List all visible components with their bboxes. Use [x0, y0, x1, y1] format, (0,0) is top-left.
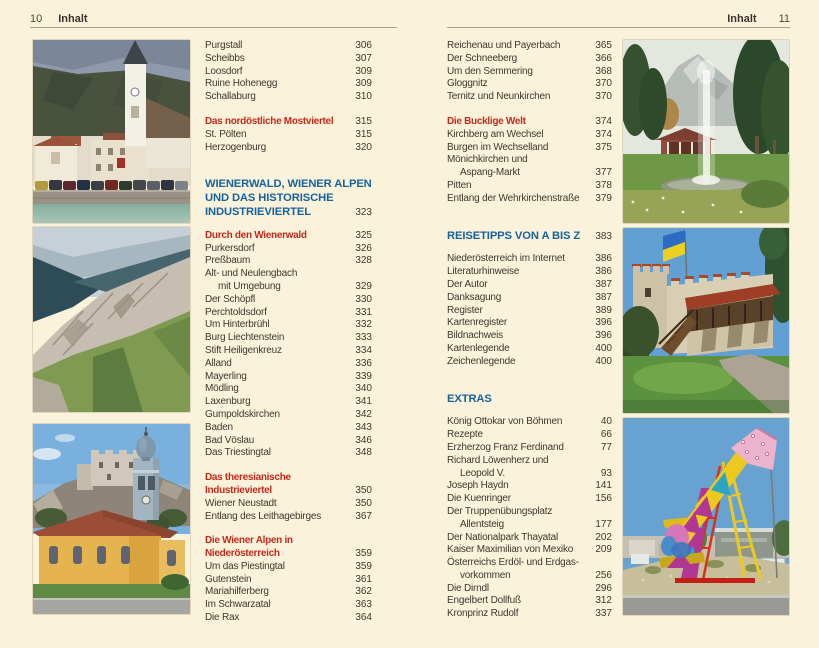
toc-entry-page-number: 343 — [355, 421, 372, 433]
toc-group — [447, 253, 612, 368]
toc-entry-page-number: 366 — [595, 52, 612, 64]
toc-entry-label: Scheibbs — [205, 52, 245, 64]
toc-entry-label: König Ottokar von Böhmen — [447, 416, 563, 428]
toc-line — [205, 294, 372, 307]
page-header-right — [447, 13, 790, 28]
toc-entry-label: Alland — [205, 357, 232, 369]
toc-entry-label: Register — [447, 304, 483, 316]
toc-entry-page-number: 350 — [355, 484, 372, 496]
toc-entry-label: Mayerling — [205, 370, 247, 382]
toc-entry-page-number: 202 — [595, 531, 612, 543]
toc-entry-label: Purkersdorf — [205, 242, 255, 254]
toc-entry-page-number: 329 — [355, 280, 372, 292]
toc-entry-label: Industrieviertel — [205, 484, 272, 496]
toc-entry-page-number: 363 — [355, 599, 372, 611]
toc-line — [205, 371, 372, 384]
toc-line — [205, 206, 372, 220]
toc-entry-label: Das Triestingtal — [205, 447, 271, 459]
toc-group — [447, 230, 612, 244]
toc-entry-page-number: 315 — [355, 115, 372, 127]
toc-line — [447, 230, 612, 244]
toc-entry-label: Erzherzog Franz Ferdinand — [447, 441, 564, 453]
toc-line — [205, 40, 372, 53]
toc-line — [205, 383, 372, 396]
toc-entry-label: WIENERWALD, WIENER ALPEN — [205, 178, 372, 191]
toc-entry-page-number: 387 — [595, 278, 612, 290]
toc-entry-label: Aspang-Markt — [460, 167, 520, 179]
toc-line — [205, 435, 372, 448]
page-header-left — [30, 13, 397, 28]
toc-entry-page-number: 346 — [355, 434, 372, 446]
toc-entry-page-number: 323 — [355, 206, 372, 218]
toc-entry-page-number: 340 — [355, 383, 372, 395]
toc-entry-page-number: 307 — [355, 52, 372, 64]
toc-entry-page-number: 296 — [595, 582, 612, 594]
toc-entry-label: Das nordöstliche Mostviertel — [205, 115, 334, 127]
toc-entry-label: vorkommen — [460, 569, 511, 581]
toc-entry-page-number: 320 — [355, 141, 372, 153]
toc-line — [447, 40, 612, 53]
toc-entry-label: Kaiser Maximilian von Mexiko — [447, 544, 574, 556]
toc-line — [447, 91, 612, 104]
toc-line — [447, 129, 612, 142]
toc-line — [205, 422, 372, 435]
page-title-right: Inhalt — [727, 13, 757, 25]
photo-town-river — [33, 40, 190, 223]
toc-entry-label: Stift Heiligenkreuz — [205, 344, 282, 356]
toc-entry-page-number: 400 — [595, 342, 612, 354]
toc-entry-label: Niederösterreich im Internet — [447, 253, 565, 265]
toc-entry-label: Danksagung — [447, 291, 502, 303]
toc-entry-page-number: 315 — [355, 128, 372, 140]
toc-line — [447, 193, 612, 206]
toc-entry-page-number: 177 — [595, 518, 612, 530]
toc-line — [447, 570, 612, 583]
toc-entry-label: Die Wiener Alpen in — [205, 535, 293, 547]
toc-entry-page-number: 359 — [355, 548, 372, 560]
toc-line — [205, 409, 372, 422]
toc-entry-page-number: 374 — [595, 128, 612, 140]
toc-line — [205, 447, 372, 460]
toc-entry-page-number: 348 — [355, 447, 372, 459]
toc-entry-label: Der Autor — [447, 278, 488, 290]
toc-entry-label: Gloggnitz — [447, 78, 488, 90]
toc-line — [447, 595, 612, 608]
toc-line — [447, 266, 612, 279]
toc-entry-page-number: 141 — [595, 480, 612, 492]
toc-group — [447, 393, 612, 407]
toc-group — [205, 116, 372, 154]
toc-line — [205, 178, 372, 192]
toc-line — [447, 393, 612, 407]
toc-line — [205, 498, 372, 511]
toc-line — [205, 535, 372, 548]
toc-entry-label: Entlang des Leithagebirges — [205, 510, 322, 522]
toc-line — [447, 116, 612, 129]
toc-entry-label: Gutenstein — [205, 573, 252, 585]
toc-line — [205, 53, 372, 66]
toc-group — [205, 535, 372, 625]
toc-entry-label: Das theresianische — [205, 472, 291, 484]
toc-entry-label: Im Schwarzatal — [205, 599, 271, 611]
toc-entry-label: mit Umgebung — [218, 280, 281, 292]
toc-line — [205, 472, 372, 485]
toc-line — [205, 142, 372, 155]
toc-entry-label: Leopold V. — [460, 467, 505, 479]
toc-line — [447, 343, 612, 356]
toc-entry-page-number: 367 — [355, 510, 372, 522]
toc-line — [447, 180, 612, 193]
toc-line — [205, 66, 372, 79]
toc-entry-label: Pitten — [447, 179, 472, 191]
toc-line — [447, 330, 612, 343]
toc-entry-label: Um Hinterbrühl — [205, 319, 270, 331]
photo-fountain-park — [623, 40, 789, 223]
toc-entry-page-number: 309 — [355, 78, 372, 90]
toc-entry-label: Wiener Neustadt — [205, 497, 277, 509]
toc-entry-page-number: 334 — [355, 344, 372, 356]
toc-entry-page-number: 365 — [595, 40, 612, 51]
toc-entry-label: Richard Löwenherz und — [447, 454, 549, 466]
toc-line — [447, 53, 612, 66]
toc-entry-page-number: 93 — [600, 467, 612, 479]
toc-entry-page-number: 342 — [355, 408, 372, 420]
toc-entry-page-number: 386 — [595, 266, 612, 278]
toc-line — [205, 129, 372, 142]
toc-entry-label: UND DAS HISTORISCHE — [205, 192, 334, 205]
toc-entry-page-number: 379 — [595, 192, 612, 204]
toc-entry-label: Die Rax — [205, 612, 240, 624]
toc-line — [205, 116, 372, 129]
toc-line — [447, 305, 612, 318]
toc-entry-page-number: 306 — [355, 40, 372, 51]
toc-line — [447, 506, 612, 519]
toc-entry-label: Laxenburg — [205, 396, 251, 408]
toc-group — [205, 472, 372, 523]
toc-entry-label: Ruine Hohenegg — [205, 78, 278, 90]
toc-entry-page-number: 209 — [595, 544, 612, 556]
toc-entry-page-number: 374 — [595, 115, 612, 127]
toc-entry-label: Bad Vöslau — [205, 434, 255, 446]
toc-line — [447, 356, 612, 369]
toc-entry-label: Der Nationalpark Thayatal — [447, 531, 558, 543]
toc-entry-page-number: 336 — [355, 357, 372, 369]
toc-entry-label: Kronprinz Rudolf — [447, 608, 519, 620]
toc-entry-label: Loosdorf — [205, 65, 243, 77]
toc-entry-page-number: 326 — [355, 242, 372, 254]
toc-line — [205, 511, 372, 524]
toc-entry-page-number: 310 — [355, 91, 372, 103]
toc-entry-page-number: 361 — [355, 573, 372, 585]
toc-entry-page-number: 368 — [595, 65, 612, 77]
toc-group — [447, 416, 612, 621]
photo-church-ruin — [33, 424, 190, 614]
toc-entry-page-number: 256 — [595, 569, 612, 581]
toc-entry-page-number: 328 — [355, 255, 372, 267]
toc-line — [447, 557, 612, 570]
toc-entry-page-number: 341 — [355, 396, 372, 408]
toc-entry-page-number: 370 — [595, 78, 612, 90]
toc-entry-label: Durch den Wienerwald — [205, 229, 307, 241]
photo-alpine-ridge — [33, 227, 190, 412]
toc-line — [205, 243, 372, 256]
toc-line — [447, 317, 612, 330]
toc-line — [447, 608, 612, 621]
toc-line — [205, 345, 372, 358]
toc-line — [205, 332, 372, 345]
toc-entry-label: Entlang der Wehrkirchenstraße — [447, 192, 580, 204]
toc-line — [447, 279, 612, 292]
photo-castle-wall — [623, 228, 789, 413]
toc-entry-page-number: 364 — [355, 612, 372, 624]
toc-entry-page-number: 396 — [595, 317, 612, 329]
toc-entry-page-number: 312 — [595, 595, 612, 607]
toc-entry-label: Baden — [205, 421, 233, 433]
toc-entry-page-number: 332 — [355, 319, 372, 331]
page-number-right: 11 — [778, 13, 790, 25]
toc-line — [447, 468, 612, 481]
toc-group — [205, 40, 372, 104]
toc-entry-page-number: 350 — [355, 497, 372, 509]
toc-line — [205, 255, 372, 268]
toc-entry-label: Gumpoldskirchen — [205, 408, 280, 420]
toc-entry-label: Mönichkirchen und — [447, 154, 528, 166]
toc-column-right — [447, 40, 612, 621]
toc-entry-label: Reichenau und Payerbach — [447, 40, 561, 51]
toc-entry-page-number: 339 — [355, 370, 372, 382]
toc-entry-label: Der Schöpfl — [205, 293, 256, 305]
toc-entry-label: Mariahilferberg — [205, 586, 269, 598]
photo-painted-pumpjack — [623, 418, 789, 615]
toc-entry-label: EXTRAS — [447, 392, 492, 405]
toc-line — [205, 586, 372, 599]
toc-entry-label: INDUSTRIEVIERTEL — [205, 205, 311, 218]
toc-entry-label: Burg Liechtenstein — [205, 332, 285, 344]
toc-line — [205, 358, 372, 371]
toc-entry-page-number: 377 — [595, 167, 612, 179]
toc-line — [447, 442, 612, 455]
toc-line — [447, 167, 612, 180]
toc-line — [447, 532, 612, 545]
toc-entry-label: Der Schneeberg — [447, 52, 518, 64]
toc-entry-label: Literaturhinweise — [447, 266, 520, 278]
toc-line — [205, 548, 372, 561]
toc-entry-label: Alt- und Neulengbach — [205, 268, 298, 280]
toc-entry-label: Kartenlegende — [447, 342, 510, 354]
toc-line — [205, 599, 372, 612]
toc-line — [205, 561, 372, 574]
page-title-left: Inhalt — [58, 13, 88, 25]
toc-line — [447, 253, 612, 266]
toc-entry-label: Preßbaum — [205, 255, 251, 267]
toc-entry-label: Engelbert Dollfuß — [447, 595, 521, 607]
toc-line — [447, 455, 612, 468]
toc-line — [205, 612, 372, 625]
toc-entry-label: Bildnachweis — [447, 330, 503, 342]
toc-line — [447, 292, 612, 305]
toc-line — [447, 493, 612, 506]
toc-line — [447, 416, 612, 429]
toc-entry-page-number: 325 — [355, 229, 372, 241]
toc-line — [205, 91, 372, 104]
toc-entry-page-number: 309 — [355, 65, 372, 77]
toc-entry-label: Schallaburg — [205, 91, 256, 103]
toc-entry-label: St. Pölten — [205, 128, 247, 140]
toc-entry-page-number: 333 — [355, 332, 372, 344]
toc-line — [447, 154, 612, 167]
toc-entry-label: Der Truppenübungsplatz — [447, 505, 553, 517]
toc-entry-label: Kirchberg am Wechsel — [447, 128, 544, 140]
toc-line — [205, 268, 372, 281]
toc-entry-label: Ternitz und Neunkirchen — [447, 91, 551, 103]
toc-entry-page-number: 383 — [595, 230, 612, 242]
toc-line — [447, 78, 612, 91]
toc-entry-label: Burgen im Wechselland — [447, 141, 549, 153]
toc-entry-page-number: 156 — [595, 493, 612, 505]
toc-entry-label: Joseph Haydn — [447, 480, 509, 492]
toc-entry-label: Allentsteig — [460, 518, 504, 530]
toc-column-left — [205, 40, 372, 625]
toc-entry-label: Purgstall — [205, 40, 243, 51]
toc-group — [205, 178, 372, 219]
toc-entry-label: Herzogenburg — [205, 141, 266, 153]
toc-entry-page-number: 389 — [595, 304, 612, 316]
toc-entry-label: REISETIPPS VON A BIS Z — [447, 229, 581, 242]
toc-entry-page-number: 331 — [355, 306, 372, 318]
toc-group — [447, 40, 612, 104]
toc-entry-page-number: 386 — [595, 253, 612, 265]
toc-line — [205, 485, 372, 498]
toc-line — [447, 583, 612, 596]
toc-line — [447, 480, 612, 493]
toc-entry-label: Perchtoldsdorf — [205, 306, 267, 318]
toc-entry-page-number: 378 — [595, 179, 612, 191]
toc-entry-page-number: 40 — [600, 416, 612, 428]
toc-line — [447, 519, 612, 532]
toc-group — [447, 116, 612, 206]
toc-line — [205, 281, 372, 294]
toc-entry-label: Die Bucklige Welt — [447, 115, 526, 127]
toc-entry-label: Die Dirndl — [447, 582, 489, 594]
toc-entry-page-number: 77 — [600, 441, 612, 453]
toc-line — [205, 574, 372, 587]
toc-line — [205, 192, 372, 206]
toc-entry-label: Zeichenlegende — [447, 355, 516, 367]
toc-entry-label: Mödling — [205, 383, 239, 395]
toc-group — [205, 230, 372, 460]
toc-line — [447, 142, 612, 155]
toc-entry-page-number: 330 — [355, 293, 372, 305]
toc-entry-page-number: 362 — [355, 586, 372, 598]
toc-line — [447, 66, 612, 79]
toc-line — [447, 544, 612, 557]
toc-entry-label: Österreichs Erdöl- und Erdgas- — [447, 557, 579, 569]
toc-line — [205, 78, 372, 91]
toc-entry-label: Niederösterreich — [205, 548, 280, 560]
page-number-left: 10 — [30, 13, 43, 25]
toc-line — [205, 319, 372, 332]
toc-entry-label: Um das Piestingtal — [205, 560, 285, 572]
toc-entry-page-number: 337 — [595, 608, 612, 620]
toc-line — [205, 307, 372, 320]
toc-line — [447, 429, 612, 442]
toc-entry-label: Kartenregister — [447, 317, 508, 329]
toc-entry-page-number: 400 — [595, 355, 612, 367]
toc-line — [205, 396, 372, 409]
toc-line — [205, 230, 372, 243]
toc-entry-label: Die Kuenringer — [447, 493, 511, 505]
toc-entry-page-number: 375 — [595, 141, 612, 153]
toc-entry-label: Rezepte — [447, 429, 483, 441]
toc-entry-label: Um den Semmering — [447, 65, 533, 77]
toc-entry-page-number: 396 — [595, 330, 612, 342]
toc-entry-page-number: 370 — [595, 91, 612, 103]
toc-entry-page-number: 66 — [600, 429, 612, 441]
toc-entry-page-number: 359 — [355, 560, 372, 572]
toc-entry-page-number: 387 — [595, 291, 612, 303]
